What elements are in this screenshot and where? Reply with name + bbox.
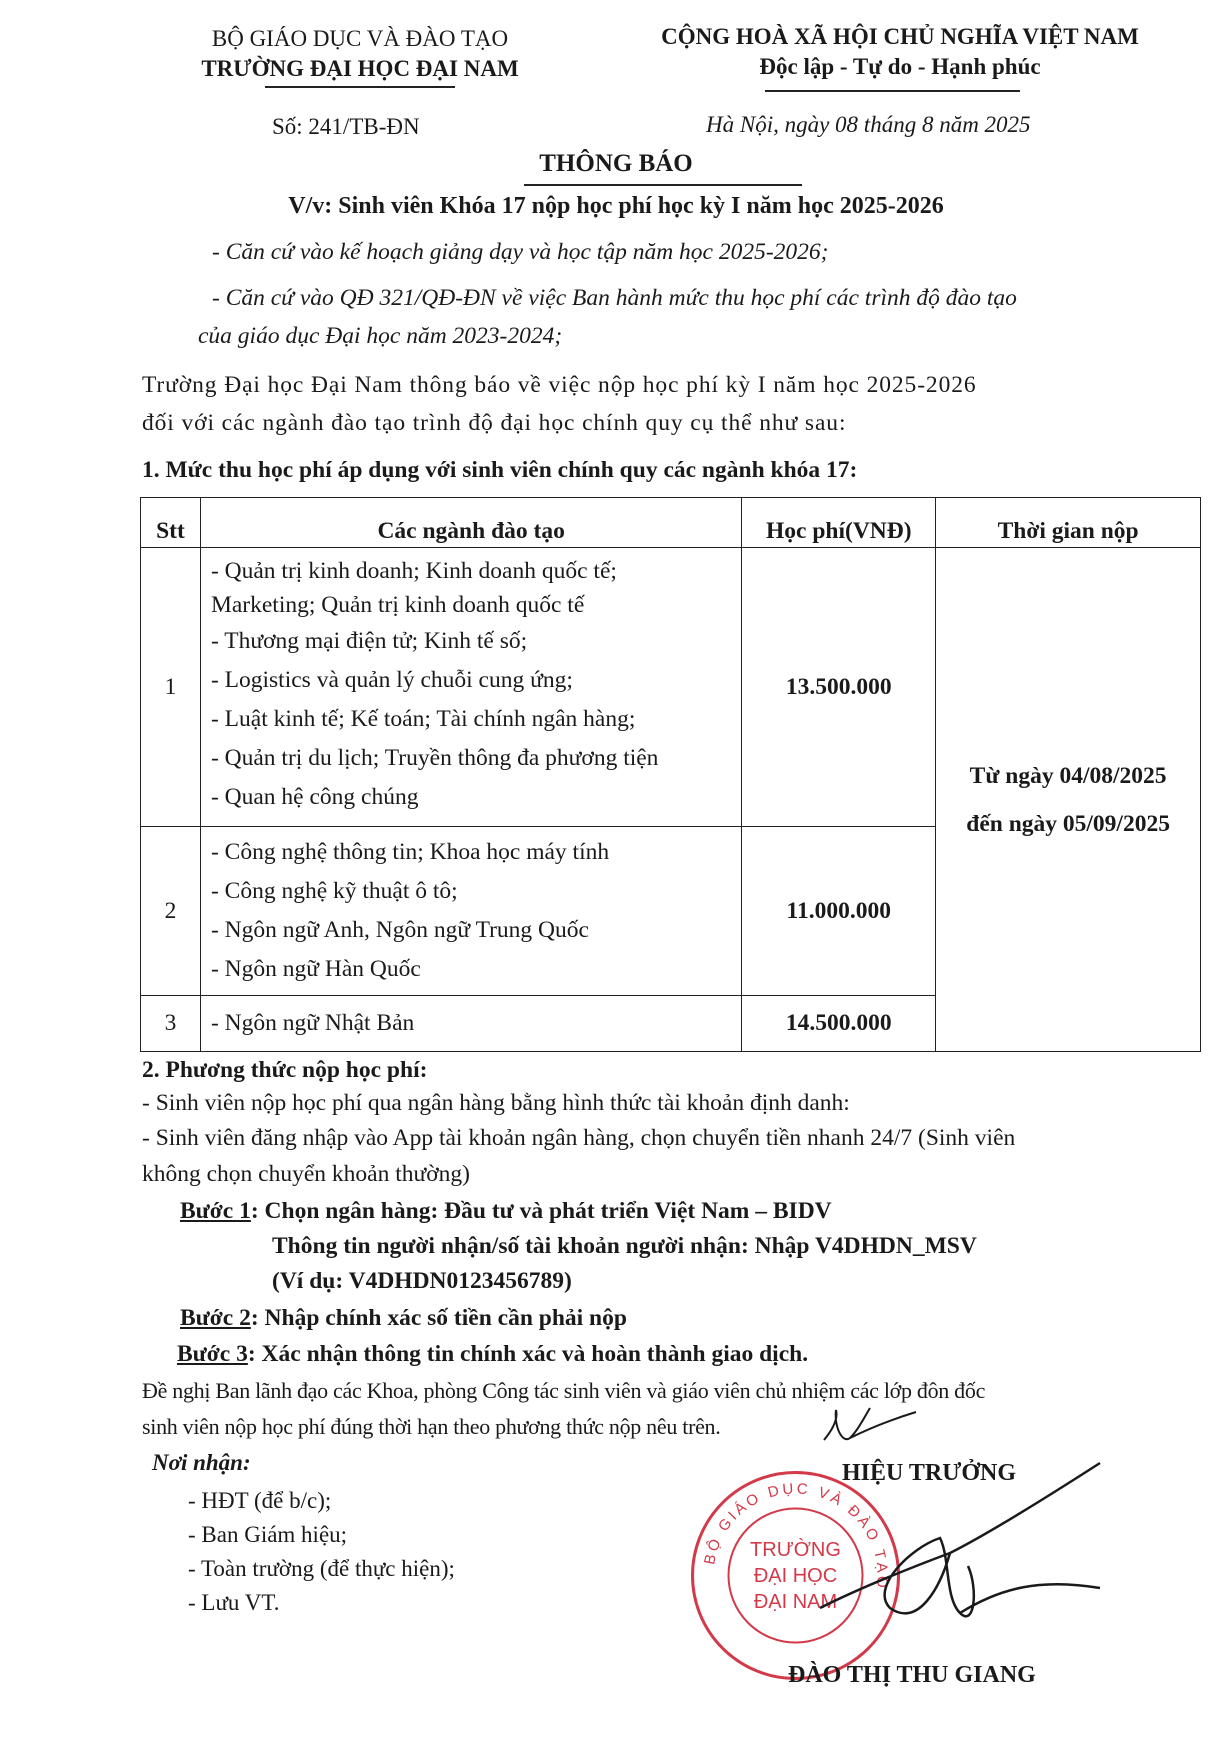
step-3	[177, 1336, 808, 1372]
seal-line: ĐẠI HỌC	[753, 1565, 838, 1587]
step-1-info: Thông tin người nhận/số tài khoản người nhận: Nhập V4DHDN_MSV	[272, 1233, 977, 1259]
row-fee: 11.000.000	[742, 827, 936, 996]
major-item: - Ngôn ngữ Anh, Ngôn ngữ Trung Quốc	[210, 917, 589, 943]
payment-line: - Sinh viên đăng nhập vào App tài khoản ngân hàng, chọn chuyển tiền nhanh 24/7 (Sinh viên	[142, 1125, 1016, 1151]
major-item: - Quản trị du lịch; Truyền thông đa phương tiện	[210, 745, 659, 771]
row-stt: 3	[141, 996, 201, 1052]
column-header-fee: Học phí(VNĐ)	[742, 498, 936, 548]
row-fee: 13.500.000	[742, 548, 936, 827]
step-1-example: (Ví dụ: V4DHDN0123456789)	[272, 1268, 572, 1294]
signer-position: HIỆU TRƯỞNG	[842, 1460, 1017, 1486]
recipient-item: - Lưu VT.	[188, 1590, 280, 1615]
column-header-time: Thời gian nộp	[936, 498, 1201, 548]
table-header-row	[141, 498, 1201, 548]
basis-line: của giáo dục Đại học năm 2023-2024;	[198, 323, 563, 349]
major-item: - Logistics và quản lý chuỗi cung ứng;	[210, 667, 573, 693]
ministry-name: BỘ GIÁO DỤC VÀ ĐÀO TẠO	[211, 26, 509, 51]
row-stt: 2	[141, 827, 201, 996]
step-2-text: : Nhập chính xác số tiền cần phải nộp	[250, 1305, 627, 1331]
step-3-label: Bước 3	[177, 1341, 248, 1367]
recipient-item: - Ban Giám hiệu;	[188, 1522, 348, 1547]
payment-line: - Sinh viên nộp học phí qua ngân hàng bằng hình thức tài khoản định danh:	[142, 1090, 850, 1116]
nation-motto: Độc lập - Tự do - Hạnh phúc	[759, 54, 1041, 79]
section2-heading: 2. Phương thức nộp học phí:	[142, 1057, 428, 1083]
school-underline	[265, 86, 455, 88]
column-header-stt: Stt	[141, 498, 201, 548]
document-subject: V/v: Sinh viên Khóa 17 nộp học phí học kỳ I năm học 2025-2026	[288, 193, 944, 219]
major-item: - Công nghệ kỹ thuật ô tô;	[210, 878, 458, 904]
step-1	[180, 1193, 832, 1229]
signature-mark	[800, 1438, 1160, 1698]
row-stt: 1	[141, 548, 201, 827]
step-1-text: : Chọn ngân hàng: Đầu tư và phát triển Việt Nam – BIDV	[250, 1198, 832, 1224]
major-item: - Luật kinh tế; Kế toán; Tài chính ngân hàng;	[210, 706, 636, 732]
recipient-item: - Toàn trường (để thực hiện);	[188, 1556, 455, 1581]
fee-table	[140, 497, 1201, 1052]
recipient-item: - HĐT (để b/c);	[188, 1488, 332, 1513]
row-fee: 14.500.000	[742, 996, 936, 1052]
recipients-heading: Nơi nhận:	[152, 1450, 251, 1475]
signer-name: ĐÀO THỊ THU GIANG	[788, 1662, 1036, 1688]
basis-line: - Căn cứ vào kế hoạch giảng dạy và học tập năm học 2025-2026;	[212, 239, 829, 265]
document-number: Số: 241/TB-ĐN	[272, 114, 420, 139]
row-majors	[200, 996, 741, 1052]
recipients-list	[188, 1484, 455, 1620]
school-name: TRƯỜNG ĐẠI HỌC ĐẠI NAM	[201, 56, 519, 81]
intro-line: đối với các ngành đào tạo trình độ đại học chính quy cụ thể như sau:	[142, 410, 847, 436]
major-item: Marketing; Quản trị kinh doanh quốc tế	[210, 592, 585, 618]
step-2-label: Bước 2	[180, 1305, 251, 1331]
payment-period	[936, 548, 1201, 1052]
step-2	[180, 1300, 627, 1336]
row-majors	[200, 827, 741, 996]
step-1-label: Bước 1	[180, 1198, 251, 1224]
major-item: - Ngôn ngữ Nhật Bản	[210, 1010, 415, 1036]
step-3-text: : Xác nhận thông tin chính xác và hoàn thành giao dịch.	[247, 1341, 809, 1367]
closing-line: Đề nghị Ban lãnh đạo các Khoa, phòng Công tác sinh viên và giáo viên chủ nhiệm các lớp đôn đốc	[142, 1378, 986, 1403]
major-item: - Công nghệ thông tin; Khoa học máy tính	[210, 839, 610, 865]
table-row	[141, 548, 1201, 827]
title-underline	[524, 184, 802, 186]
payment-period-start: Từ ngày 04/08/2025	[969, 762, 1167, 789]
place-date: Hà Nội, ngày 08 tháng 8 năm 2025	[706, 112, 1031, 137]
motto-underline	[765, 90, 1020, 92]
document-title: THÔNG BÁO	[539, 150, 693, 177]
major-item: - Quản trị kinh doanh; Kinh doanh quốc tế;	[210, 558, 617, 584]
seal-line: ĐẠI NAM	[753, 1591, 838, 1613]
seal-ring-text: BỘ GIÁO DỤC VÀ ĐÀO TẠO	[701, 1480, 891, 1592]
intro-line: Trường Đại học Đại Nam thông báo về việc nộp học phí kỳ I năm học 2025-2026	[142, 372, 977, 398]
payment-period-end: đến ngày 05/09/2025	[966, 810, 1170, 837]
closing-line: sinh viên nộp học phí đúng thời hạn theo phương thức nộp nêu trên.	[142, 1414, 721, 1439]
major-item: - Quan hệ công chúng	[210, 784, 419, 810]
payment-line: không chọn chuyển khoản thường)	[142, 1161, 470, 1187]
nation-name: CỘNG HOÀ XÃ HỘI CHỦ NGHĨA VIỆT NAM	[661, 24, 1139, 49]
column-header-majors: Các ngành đào tạo	[200, 498, 741, 548]
basis-line: - Căn cứ vào QĐ 321/QĐ-ĐN về việc Ban hành mức thu học phí các trình độ đào tạo	[212, 285, 1017, 311]
section1-heading: 1. Mức thu học phí áp dụng với sinh viên chính quy các ngành khóa 17:	[142, 457, 858, 483]
major-item: - Ngôn ngữ Hàn Quốc	[210, 956, 421, 982]
row-majors	[200, 548, 741, 827]
seal-line: TRƯỜNG	[750, 1539, 841, 1561]
major-item: - Thương mại điện tử; Kinh tế số;	[210, 628, 528, 654]
